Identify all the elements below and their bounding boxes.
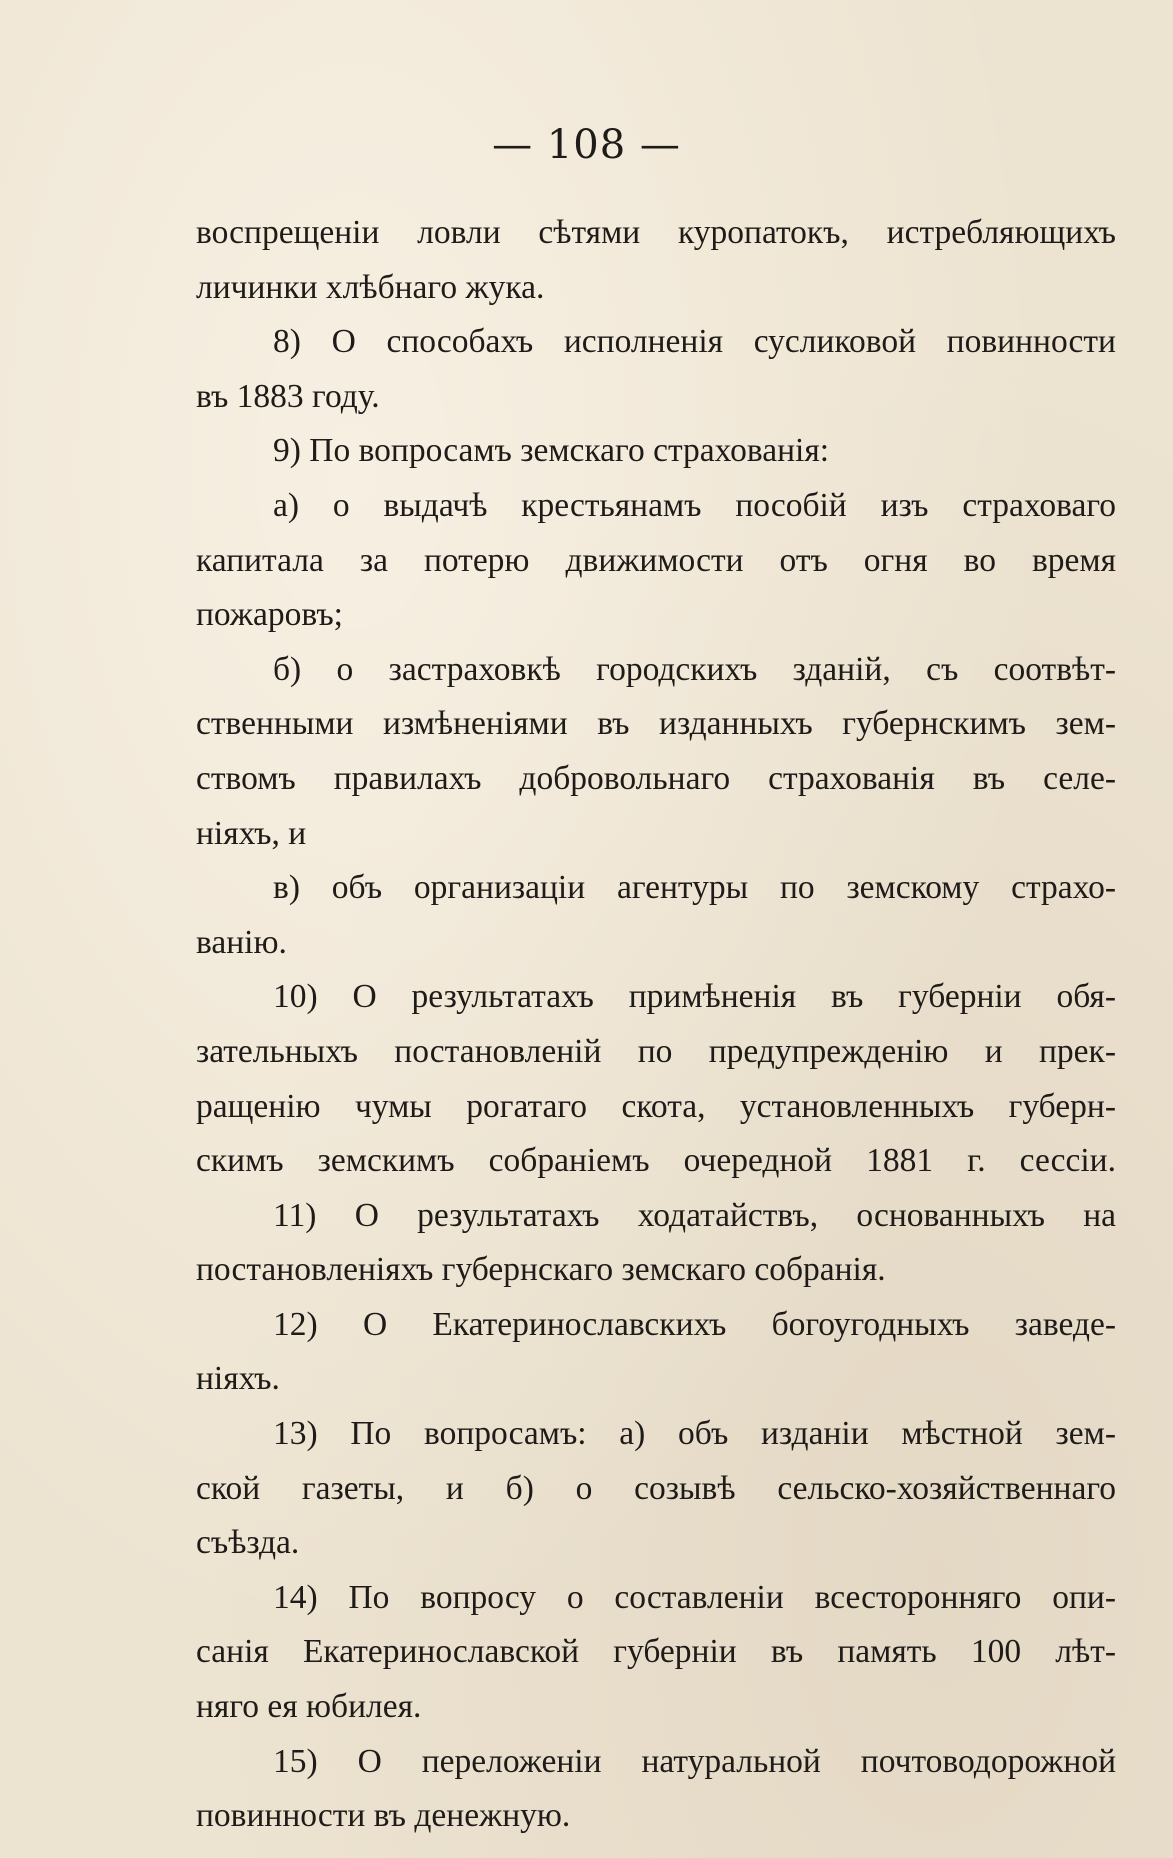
text-line: зательныхъ постановленій по предупрежденію и прек- (196, 1032, 1116, 1070)
body-text (196, 206, 1116, 1844)
text-line: няго ея юбилея. (196, 1688, 422, 1726)
text-line: въ 1883 году. (196, 377, 380, 415)
text-line: ванію. (196, 923, 287, 961)
text-line: личинки хлѣбнаго жука. (196, 268, 545, 306)
text-line: 12) О Екатеринославскихъ богоугодныхъ заведе- (273, 1305, 1116, 1343)
text-line: воспрещеніи ловли сѣтями куропатокъ, истребляющихъ (196, 214, 1116, 251)
text-line: ской газеты, и б) о созывѣ сельско-хозяйственнаго (196, 1469, 1116, 1507)
text-line: пожаровъ; (196, 596, 343, 634)
text-line: 11) О результатахъ ходатайствъ, основанныхъ на (273, 1196, 1116, 1234)
text-line: в) объ организаціи агентуры по земскому страхо- (273, 869, 1116, 907)
text-line: ращенію чумы рогатаго скота, установленныхъ губерн- (196, 1087, 1116, 1125)
text-line: 10) О результатахъ примѣненія въ губерніи обя- (273, 978, 1116, 1016)
text-line: капитала за потерю движимости отъ огня во время (196, 541, 1116, 579)
text-line: ніяхъ, и (196, 814, 307, 852)
page-number: — 108 — (492, 122, 681, 168)
text-line: 15) О переложеніи натуральной почтоводорожной (273, 1742, 1116, 1780)
text-line: повинности въ денежную. (196, 1797, 571, 1835)
text-line: постановленіяхъ губернскаго земскаго собранія. (196, 1251, 886, 1289)
text-line: съѣзда. (196, 1524, 300, 1562)
text-line: 9) По вопросамъ земскаго страхованія: (273, 432, 830, 470)
text-line: санія Екатеринославской губерніи въ память 100 лѣт- (196, 1633, 1116, 1671)
text-line: ніяхъ. (196, 1360, 280, 1398)
text-line: 8) О способахъ исполненія сусликовой повинности (273, 323, 1116, 361)
text-line: ственными измѣненіями въ изданныхъ губернскимъ зем- (196, 705, 1116, 743)
text-line: а) о выдачѣ крестьянамъ пособій изъ страховаго (273, 486, 1116, 524)
text-line: ствомъ правилахъ добровольнаго страхованія въ селе- (196, 759, 1116, 797)
text-line: 14) По вопросу о составленіи всесторонняго опи- (273, 1578, 1116, 1616)
text-line: скимъ земскимъ собраніемъ очередной 1881 г. сессіи. (196, 1142, 1116, 1180)
text-line: 13) По вопросамъ: а) объ изданіи мѣстной зем- (273, 1415, 1116, 1453)
text-line: б) о застраховкѣ городскихъ зданій, съ соотвѣт- (273, 650, 1116, 688)
